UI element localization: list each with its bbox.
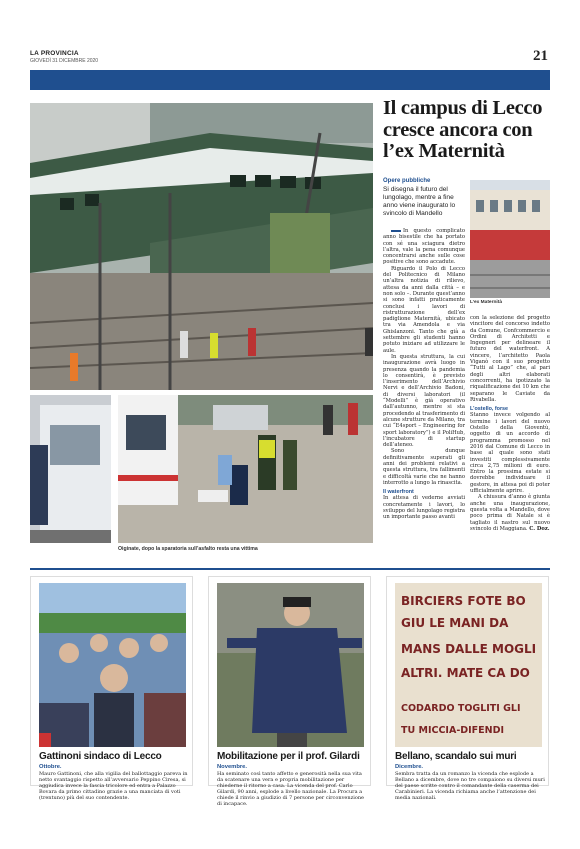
paragraph: In attesa di vederne avviati concretamente i lavori, lo sviluppo del lungolago registra un importante passo avanti: [383, 495, 465, 521]
card-title: Mobilitazione per il prof. Gilardi: [217, 751, 360, 762]
card-month: Novembre.: [217, 764, 247, 770]
article-column-2: [470, 315, 550, 532]
graffiti-wall-photo: [395, 583, 542, 747]
graffiti-line: MANS DALLE MOGLI: [401, 642, 537, 656]
card-text: Sembra tratta da un romanzo la vicenda che esplode a Bellano a dicembre, dove no tre compaiono su diversi muri del paese scritte contro il comandante della caserma dei Carabinieri. La vicenda richiama anche l’attenzione dei media nazionali.: [395, 771, 545, 801]
article-headline: Il campus di Lecco cresce ancora con l’ex Maternità: [383, 97, 543, 162]
article-column-1: [383, 228, 465, 521]
card-title: Bellano, scandalo sui muri: [395, 751, 517, 762]
building-caption: L’ex Maternità: [470, 300, 502, 305]
crime-scene-photo: [118, 395, 373, 543]
graffiti-line: ALTRI. MATE CA DO: [401, 666, 530, 680]
publication-name: LA PROVINCIA: [30, 50, 79, 57]
paragraph: Stanno invece volgendo al termine i lavori del nuovo Ostello della Gioventù, oggetto di un accordo di programma promosso nel 2016 dal Comune di Lecco in base al quale sono stati investiti complessivamente circa 2,75 milioni di euro. Entro la prossima estate si dovrebbe individuare il gestore, in attesa poi di poter ufficialmente aprire.: [470, 412, 550, 495]
masthead: [30, 50, 550, 66]
card-month: Ottobre.: [39, 764, 62, 770]
paragraph-marker: [391, 230, 401, 232]
graffiti-line: TU MICCIA-DIFENDI: [401, 725, 505, 736]
issue-date: GIOVEDÌ 31 DICEMBRE 2020: [30, 58, 99, 64]
bottom-strip-rule: [30, 568, 550, 570]
ambulance-photo: [30, 395, 111, 543]
news-card-gattinoni: [30, 576, 193, 801]
subhead-waterfront: Il waterfront: [383, 489, 414, 496]
paragraph: A chiusura d’anno è giunta anche una inaugurazione, questa volta a Mandello, dove poco prima di Natale si è tagliato il nastro sul nuovo svincolo di Maggiana. C. Doz.: [470, 494, 550, 532]
news-card-gilardi: [208, 576, 371, 807]
paragraph: Sono dunque definitivamente superati gli anni dei problemi relativi a questa struttura, tra fallimenti e difficoltà varie che ne hanno interrotto a lungo la rinascita.: [383, 448, 465, 486]
gilardi-photo: [217, 583, 364, 747]
train-derailment-photo: [30, 103, 373, 390]
news-card-bellano: [386, 576, 549, 801]
section-band: [30, 70, 550, 90]
card-title: Gattinoni sindaco di Lecco: [39, 751, 162, 762]
page-number: 21: [533, 48, 548, 64]
article-summary: Si disegna il futuro del lungolago, mentre a fine anno viene inaugurato lo svincolo di Mandello: [383, 186, 456, 217]
card-text: Ha seminato così tanto affetto e generosità nella sua vita da scatenare una vera e propria mobilitazione per chiederne il ritorno a casa. La vicenda del prof. Carlo Gilardi, 90 anni, esplode a livello nazionale. La Procura a chiede il rinvio a giudizio di 7 persone per circonvenzione di incapace.: [217, 771, 365, 807]
byline: C. Doz.: [529, 525, 550, 532]
paragraph: In questa struttura, la cui inaugurazione avrà luogo in presenza quando la pandemia lo consentirà, è previsto l’inserimento dell’Archivio Nervi e dell’Archivio Badoni, di diversi laboratori (il “Modelli” è già operativo dall’autunno, mentre si sta procedendo al trasferimento di alcune strutture da Milano, tra cui “E4sport – Engineering for sport laboratory”) e il PoliHub, l’incubatore di startup dell’ateneo.: [383, 353, 465, 449]
graffiti-line: CODARDO TOGLITI GLI: [401, 703, 521, 714]
gattinoni-photo: [39, 583, 186, 747]
ex-maternita-photo: [470, 180, 550, 298]
article-kicker: Opere pubbliche: [383, 178, 431, 184]
paragraph: Riguardo il Polo di Lecco del Politecnico di Milano un’altra notizia di rilievo, attesa da anni dalla città – e non solo –. Durante quest’anno si sono infatti praticamente conclusi i lavori di ristrutturazione dell’ex padiglione Maternità, ubicato tra via Amendola e via Ghislanzoni. Tanto che già a settembre gli studenti hanno potuto iniziare ad utilizzare le aule.: [383, 265, 465, 354]
paragraph: In questo complicato anno bisestile che ha portato con sé una sciagura dietro l’altra, vale la pena comunque concentrarsi anche sulle cose positive che sono accadute.: [383, 228, 465, 266]
card-text: Mauro Gattinoni, che alla vigilia del ballottaggio pareva in netto svantaggio rispetto all’avversario Peppino Ciresa, si aggiudica invece la fascia tricolore ed entra a Palazzo Bovara da primo cittadino grazie a una manciata di voti (trentuno) più del suo contendente.: [39, 771, 188, 801]
paragraph: con la selezione del progetto vincitore del concorso indetto da Comune, Confcommercio e Ordini di Architetti e Ingegneri per delineare il futuro del waterfront. A vincere, l’architetto Paola Viganò con il suo progetto “Tutti al Lago” che, al pari degli altri elaborati concorrenti, ha ipotizzato la riqualificazione dei 10 km che separano le Caviate da Rivabella.: [470, 315, 550, 403]
subhead-ostello: L’ostello, forse: [470, 406, 509, 413]
graffiti-line: BIRCIERS FOTE BO: [401, 594, 526, 608]
card-month: Dicembre.: [395, 764, 424, 770]
photo-caption: Oiginate, dopo la sparatoria sull’asfalto resta una vittima: [118, 546, 258, 552]
graffiti-line: GIU LE MANI DA: [401, 616, 509, 630]
